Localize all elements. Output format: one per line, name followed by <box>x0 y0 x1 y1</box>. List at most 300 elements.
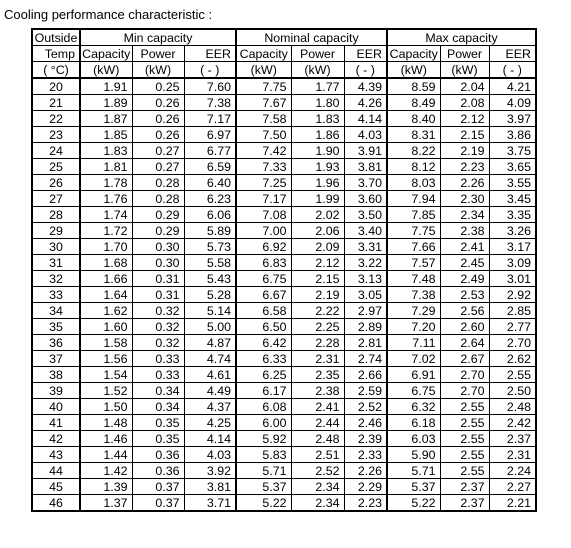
max-capacity-cell: 6.91 <box>387 367 440 383</box>
nominal-eer-cell: 2.89 <box>344 319 387 335</box>
nominal-eer-cell: 2.81 <box>344 335 387 351</box>
nominal-capacity-cell: 7.58 <box>236 111 291 127</box>
max-capacity-cell: 8.59 <box>387 78 440 95</box>
table-row <box>32 95 536 111</box>
max-eer-cell: 2.70 <box>489 335 536 351</box>
min-capacity-cell: 1.81 <box>80 159 132 175</box>
nominal-power-cell: 2.09 <box>291 239 344 255</box>
min-capacity-cell: 1.72 <box>80 223 132 239</box>
min-eer-cell: 4.74 <box>184 351 236 367</box>
max-capacity-cell: 6.32 <box>387 399 440 415</box>
min-power-cell: 0.32 <box>132 335 184 351</box>
max-capacity-cell: 5.37 <box>387 479 440 495</box>
min-eer-cell: 5.28 <box>184 287 236 303</box>
nominal-power-cell: 2.34 <box>291 479 344 495</box>
nominal-capacity-cell: 7.25 <box>236 175 291 191</box>
table-row <box>32 479 536 495</box>
min-eer-cell: 7.17 <box>184 111 236 127</box>
min-capacity-cell: 1.78 <box>80 175 132 191</box>
max-power-cell: 2.38 <box>440 223 489 239</box>
max-power-cell: 2.45 <box>440 255 489 271</box>
min-eer-cell: 6.97 <box>184 127 236 143</box>
table-row <box>32 383 536 399</box>
table-row <box>32 143 536 159</box>
nominal-eer-cell: 2.26 <box>344 463 387 479</box>
nominal-power-cell: 1.90 <box>291 143 344 159</box>
max-capacity-cell: 7.29 <box>387 303 440 319</box>
table-row <box>32 175 536 191</box>
unit-nominal-eer: ( - ) <box>344 62 387 79</box>
min-capacity-cell: 1.62 <box>80 303 132 319</box>
min-capacity-cell: 1.83 <box>80 143 132 159</box>
min-eer-cell: 6.59 <box>184 159 236 175</box>
outside-temp-cell: 31 <box>32 255 80 271</box>
max-eer-cell: 4.09 <box>489 95 536 111</box>
max-eer-cell: 3.55 <box>489 175 536 191</box>
max-capacity-cell: 7.57 <box>387 255 440 271</box>
max-eer-cell: 3.97 <box>489 111 536 127</box>
max-eer-cell: 3.86 <box>489 127 536 143</box>
outside-temp-cell: 37 <box>32 351 80 367</box>
max-eer-cell: 3.01 <box>489 271 536 287</box>
table-row <box>32 159 536 175</box>
cooling-performance-table <box>31 28 537 512</box>
max-power-cell: 2.19 <box>440 143 489 159</box>
max-capacity-cell: 5.22 <box>387 495 440 512</box>
nominal-capacity-cell: 5.83 <box>236 447 291 463</box>
table-row <box>32 191 536 207</box>
min-eer-cell: 6.77 <box>184 143 236 159</box>
max-capacity-cell: 7.02 <box>387 351 440 367</box>
outside-temp-cell: 32 <box>32 271 80 287</box>
nominal-capacity-cell: 6.58 <box>236 303 291 319</box>
nominal-capacity-cell: 6.92 <box>236 239 291 255</box>
min-eer-cell: 5.73 <box>184 239 236 255</box>
max-capacity-cell: 8.22 <box>387 143 440 159</box>
min-capacity-cell: 1.56 <box>80 351 132 367</box>
nominal-capacity-cell: 6.42 <box>236 335 291 351</box>
nominal-power-cell: 2.38 <box>291 383 344 399</box>
min-power-cell: 0.31 <box>132 287 184 303</box>
min-power-cell: 0.29 <box>132 223 184 239</box>
outside-temp-cell: 24 <box>32 143 80 159</box>
nominal-eer-cell: 2.97 <box>344 303 387 319</box>
nominal-power-cell: 1.77 <box>291 78 344 95</box>
nominal-power-cell: 2.52 <box>291 463 344 479</box>
table-row <box>32 255 536 271</box>
outside-temp-cell: 33 <box>32 287 80 303</box>
min-capacity-cell: 1.46 <box>80 431 132 447</box>
unit-max-eer: ( - ) <box>489 62 536 79</box>
max-power-cell: 2.04 <box>440 78 489 95</box>
min-power-cell: 0.33 <box>132 351 184 367</box>
min-capacity-cell: 1.54 <box>80 367 132 383</box>
nominal-eer-cell: 3.91 <box>344 143 387 159</box>
max-eer-cell: 2.85 <box>489 303 536 319</box>
nominal-eer-cell: 4.26 <box>344 95 387 111</box>
outside-temp-cell: 28 <box>32 207 80 223</box>
max-capacity-cell: 7.38 <box>387 287 440 303</box>
nominal-capacity-cell: 6.67 <box>236 287 291 303</box>
col-max-power: Power <box>440 46 489 62</box>
col-max-eer: EER <box>489 46 536 62</box>
nominal-eer-cell: 3.22 <box>344 255 387 271</box>
temp-header: Temp <box>32 46 80 62</box>
max-capacity-cell: 6.75 <box>387 383 440 399</box>
nominal-eer-cell: 2.33 <box>344 447 387 463</box>
max-eer-cell: 2.92 <box>489 287 536 303</box>
min-capacity-cell: 1.91 <box>80 78 132 95</box>
col-nominal-eer: EER <box>344 46 387 62</box>
table-row <box>32 239 536 255</box>
nominal-eer-cell: 2.29 <box>344 479 387 495</box>
nominal-eer-cell: 3.60 <box>344 191 387 207</box>
outside-temp-cell: 42 <box>32 431 80 447</box>
nominal-eer-cell: 3.70 <box>344 175 387 191</box>
min-power-cell: 0.30 <box>132 255 184 271</box>
min-eer-cell: 4.61 <box>184 367 236 383</box>
nominal-eer-cell: 3.81 <box>344 159 387 175</box>
max-power-cell: 2.70 <box>440 367 489 383</box>
table-row <box>32 319 536 335</box>
min-eer-cell: 6.06 <box>184 207 236 223</box>
max-eer-cell: 2.24 <box>489 463 536 479</box>
min-power-cell: 0.33 <box>132 367 184 383</box>
max-capacity-cell: 6.18 <box>387 415 440 431</box>
nominal-capacity-cell: 6.17 <box>236 383 291 399</box>
nominal-power-cell: 2.12 <box>291 255 344 271</box>
max-eer-cell: 2.31 <box>489 447 536 463</box>
nominal-power-cell: 2.25 <box>291 319 344 335</box>
nominal-power-cell: 2.28 <box>291 335 344 351</box>
table-row <box>32 447 536 463</box>
outside-temp-cell: 30 <box>32 239 80 255</box>
nominal-power-cell: 2.41 <box>291 399 344 415</box>
temp-unit: ( °C) <box>32 62 80 79</box>
max-capacity-cell: 5.90 <box>387 447 440 463</box>
min-power-cell: 0.27 <box>132 143 184 159</box>
col-max-capacity: Capacity <box>387 46 440 62</box>
min-power-cell: 0.31 <box>132 271 184 287</box>
max-power-cell: 2.49 <box>440 271 489 287</box>
min-eer-cell: 6.40 <box>184 175 236 191</box>
group-min-capacity: Min capacity <box>80 29 236 46</box>
nominal-capacity-cell: 5.22 <box>236 495 291 512</box>
outside-temp-cell: 34 <box>32 303 80 319</box>
nominal-capacity-cell: 7.42 <box>236 143 291 159</box>
max-eer-cell: 3.45 <box>489 191 536 207</box>
max-power-cell: 2.37 <box>440 495 489 512</box>
nominal-power-cell: 2.44 <box>291 415 344 431</box>
nominal-capacity-cell: 6.33 <box>236 351 291 367</box>
min-eer-cell: 4.03 <box>184 447 236 463</box>
nominal-capacity-cell: 7.00 <box>236 223 291 239</box>
min-eer-cell: 4.25 <box>184 415 236 431</box>
min-capacity-cell: 1.39 <box>80 479 132 495</box>
min-capacity-cell: 1.64 <box>80 287 132 303</box>
nominal-eer-cell: 2.74 <box>344 351 387 367</box>
min-power-cell: 0.34 <box>132 383 184 399</box>
min-power-cell: 0.35 <box>132 415 184 431</box>
max-eer-cell: 3.65 <box>489 159 536 175</box>
table-row <box>32 495 536 512</box>
max-eer-cell: 3.17 <box>489 239 536 255</box>
outside-temp-cell: 38 <box>32 367 80 383</box>
nominal-capacity-cell: 7.67 <box>236 95 291 111</box>
nominal-capacity-cell: 6.08 <box>236 399 291 415</box>
max-power-cell: 2.08 <box>440 95 489 111</box>
table-row <box>32 287 536 303</box>
min-power-cell: 0.32 <box>132 319 184 335</box>
nominal-eer-cell: 4.14 <box>344 111 387 127</box>
nominal-eer-cell: 2.39 <box>344 431 387 447</box>
col-min-power: Power <box>132 46 184 62</box>
outside-temp-cell: 26 <box>32 175 80 191</box>
table-row <box>32 399 536 415</box>
min-eer-cell: 5.14 <box>184 303 236 319</box>
min-eer-cell: 4.37 <box>184 399 236 415</box>
table-body <box>32 78 536 511</box>
nominal-power-cell: 1.86 <box>291 127 344 143</box>
nominal-power-cell: 2.31 <box>291 351 344 367</box>
min-eer-cell: 3.92 <box>184 463 236 479</box>
max-power-cell: 2.55 <box>440 399 489 415</box>
min-eer-cell: 5.00 <box>184 319 236 335</box>
max-capacity-cell: 8.31 <box>387 127 440 143</box>
nominal-capacity-cell: 6.83 <box>236 255 291 271</box>
unit-min-capacity: (kW) <box>80 62 132 79</box>
table-row <box>32 335 536 351</box>
outside-temp-cell: 35 <box>32 319 80 335</box>
nominal-capacity-cell: 6.50 <box>236 319 291 335</box>
outside-temp-cell: 27 <box>32 191 80 207</box>
group-nominal-capacity: Nominal capacity <box>236 29 387 46</box>
min-power-cell: 0.34 <box>132 399 184 415</box>
nominal-capacity-cell: 5.71 <box>236 463 291 479</box>
outside-temp-cell: 20 <box>32 78 80 95</box>
max-power-cell: 2.70 <box>440 383 489 399</box>
nominal-eer-cell: 2.46 <box>344 415 387 431</box>
min-power-cell: 0.37 <box>132 495 184 512</box>
max-power-cell: 2.60 <box>440 319 489 335</box>
table-row <box>32 431 536 447</box>
column-header-row <box>32 46 536 62</box>
max-power-cell: 2.34 <box>440 207 489 223</box>
min-power-cell: 0.26 <box>132 127 184 143</box>
nominal-capacity-cell: 7.17 <box>236 191 291 207</box>
min-power-cell: 0.29 <box>132 207 184 223</box>
min-power-cell: 0.28 <box>132 191 184 207</box>
nominal-capacity-cell: 7.08 <box>236 207 291 223</box>
max-power-cell: 2.15 <box>440 127 489 143</box>
nominal-power-cell: 2.06 <box>291 223 344 239</box>
max-eer-cell: 2.62 <box>489 351 536 367</box>
nominal-capacity-cell: 6.25 <box>236 367 291 383</box>
table-row <box>32 78 536 95</box>
max-capacity-cell: 7.85 <box>387 207 440 223</box>
max-eer-cell: 2.21 <box>489 495 536 512</box>
min-eer-cell: 5.43 <box>184 271 236 287</box>
max-eer-cell: 3.26 <box>489 223 536 239</box>
max-power-cell: 2.55 <box>440 415 489 431</box>
min-eer-cell: 5.58 <box>184 255 236 271</box>
table-caption: Cooling performance characteristic : <box>4 7 213 22</box>
min-capacity-cell: 1.42 <box>80 463 132 479</box>
min-capacity-cell: 1.58 <box>80 335 132 351</box>
group-max-capacity: Max capacity <box>387 29 536 46</box>
max-capacity-cell: 8.12 <box>387 159 440 175</box>
nominal-capacity-cell: 7.50 <box>236 127 291 143</box>
table-row <box>32 351 536 367</box>
min-power-cell: 0.27 <box>132 159 184 175</box>
min-capacity-cell: 1.37 <box>80 495 132 512</box>
min-power-cell: 0.25 <box>132 78 184 95</box>
nominal-capacity-cell: 5.92 <box>236 431 291 447</box>
max-power-cell: 2.64 <box>440 335 489 351</box>
nominal-eer-cell: 2.52 <box>344 399 387 415</box>
min-capacity-cell: 1.60 <box>80 319 132 335</box>
outside-temp-cell: 22 <box>32 111 80 127</box>
col-min-capacity: Capacity <box>80 46 132 62</box>
max-eer-cell: 2.50 <box>489 383 536 399</box>
unit-nominal-power: (kW) <box>291 62 344 79</box>
min-power-cell: 0.28 <box>132 175 184 191</box>
nominal-eer-cell: 3.13 <box>344 271 387 287</box>
nominal-capacity-cell: 7.33 <box>236 159 291 175</box>
unit-header-row <box>32 62 536 79</box>
max-eer-cell: 2.55 <box>489 367 536 383</box>
min-eer-cell: 3.71 <box>184 495 236 512</box>
nominal-eer-cell: 3.40 <box>344 223 387 239</box>
max-eer-cell: 3.75 <box>489 143 536 159</box>
nominal-power-cell: 2.51 <box>291 447 344 463</box>
min-capacity-cell: 1.70 <box>80 239 132 255</box>
min-eer-cell: 3.81 <box>184 479 236 495</box>
nominal-power-cell: 2.48 <box>291 431 344 447</box>
min-eer-cell: 4.14 <box>184 431 236 447</box>
max-power-cell: 2.55 <box>440 463 489 479</box>
max-power-cell: 2.55 <box>440 431 489 447</box>
nominal-eer-cell: 4.03 <box>344 127 387 143</box>
min-capacity-cell: 1.74 <box>80 207 132 223</box>
col-nominal-capacity: Capacity <box>236 46 291 62</box>
nominal-capacity-cell: 7.75 <box>236 78 291 95</box>
nominal-eer-cell: 3.50 <box>344 207 387 223</box>
max-power-cell: 2.53 <box>440 287 489 303</box>
min-eer-cell: 7.38 <box>184 95 236 111</box>
min-capacity-cell: 1.85 <box>80 127 132 143</box>
min-eer-cell: 6.23 <box>184 191 236 207</box>
outside-temp-cell: 44 <box>32 463 80 479</box>
outside-header: Outside <box>32 29 80 46</box>
max-capacity-cell: 7.94 <box>387 191 440 207</box>
unit-min-power: (kW) <box>132 62 184 79</box>
nominal-power-cell: 1.83 <box>291 111 344 127</box>
max-capacity-cell: 7.48 <box>387 271 440 287</box>
max-power-cell: 2.55 <box>440 447 489 463</box>
table-row <box>32 127 536 143</box>
outside-temp-cell: 23 <box>32 127 80 143</box>
min-eer-cell: 4.87 <box>184 335 236 351</box>
col-min-eer: EER <box>184 46 236 62</box>
max-capacity-cell: 8.49 <box>387 95 440 111</box>
nominal-power-cell: 2.22 <box>291 303 344 319</box>
min-capacity-cell: 1.76 <box>80 191 132 207</box>
min-power-cell: 0.26 <box>132 95 184 111</box>
min-eer-cell: 5.89 <box>184 223 236 239</box>
max-power-cell: 2.23 <box>440 159 489 175</box>
min-power-cell: 0.37 <box>132 479 184 495</box>
min-eer-cell: 7.60 <box>184 78 236 95</box>
nominal-eer-cell: 2.23 <box>344 495 387 512</box>
max-eer-cell: 2.37 <box>489 431 536 447</box>
nominal-eer-cell: 2.66 <box>344 367 387 383</box>
max-capacity-cell: 7.20 <box>387 319 440 335</box>
nominal-capacity-cell: 6.75 <box>236 271 291 287</box>
min-power-cell: 0.36 <box>132 463 184 479</box>
table-row <box>32 463 536 479</box>
max-eer-cell: 2.42 <box>489 415 536 431</box>
min-power-cell: 0.32 <box>132 303 184 319</box>
unit-max-power: (kW) <box>440 62 489 79</box>
max-eer-cell: 2.48 <box>489 399 536 415</box>
nominal-power-cell: 1.80 <box>291 95 344 111</box>
max-capacity-cell: 6.03 <box>387 431 440 447</box>
max-eer-cell: 2.27 <box>489 479 536 495</box>
nominal-power-cell: 2.19 <box>291 287 344 303</box>
max-capacity-cell: 7.75 <box>387 223 440 239</box>
table-row <box>32 271 536 287</box>
nominal-eer-cell: 3.05 <box>344 287 387 303</box>
unit-min-eer: ( - ) <box>184 62 236 79</box>
table-row <box>32 111 536 127</box>
unit-max-capacity: (kW) <box>387 62 440 79</box>
outside-temp-cell: 25 <box>32 159 80 175</box>
nominal-power-cell: 1.96 <box>291 175 344 191</box>
min-capacity-cell: 1.52 <box>80 383 132 399</box>
min-eer-cell: 4.49 <box>184 383 236 399</box>
max-power-cell: 2.67 <box>440 351 489 367</box>
max-eer-cell: 3.09 <box>489 255 536 271</box>
max-power-cell: 2.56 <box>440 303 489 319</box>
nominal-eer-cell: 3.31 <box>344 239 387 255</box>
min-power-cell: 0.35 <box>132 431 184 447</box>
outside-temp-cell: 45 <box>32 479 80 495</box>
outside-temp-cell: 41 <box>32 415 80 431</box>
max-capacity-cell: 8.03 <box>387 175 440 191</box>
max-capacity-cell: 8.40 <box>387 111 440 127</box>
nominal-power-cell: 1.99 <box>291 191 344 207</box>
nominal-capacity-cell: 5.37 <box>236 479 291 495</box>
min-capacity-cell: 1.48 <box>80 415 132 431</box>
nominal-capacity-cell: 6.00 <box>236 415 291 431</box>
min-capacity-cell: 1.68 <box>80 255 132 271</box>
max-eer-cell: 2.77 <box>489 319 536 335</box>
nominal-power-cell: 1.93 <box>291 159 344 175</box>
min-capacity-cell: 1.87 <box>80 111 132 127</box>
outside-temp-cell: 39 <box>32 383 80 399</box>
max-power-cell: 2.26 <box>440 175 489 191</box>
min-capacity-cell: 1.50 <box>80 399 132 415</box>
group-header-row <box>32 29 536 46</box>
max-capacity-cell: 7.66 <box>387 239 440 255</box>
outside-temp-cell: 29 <box>32 223 80 239</box>
min-capacity-cell: 1.66 <box>80 271 132 287</box>
nominal-eer-cell: 4.39 <box>344 78 387 95</box>
table-row <box>32 367 536 383</box>
col-nominal-power: Power <box>291 46 344 62</box>
nominal-power-cell: 2.35 <box>291 367 344 383</box>
